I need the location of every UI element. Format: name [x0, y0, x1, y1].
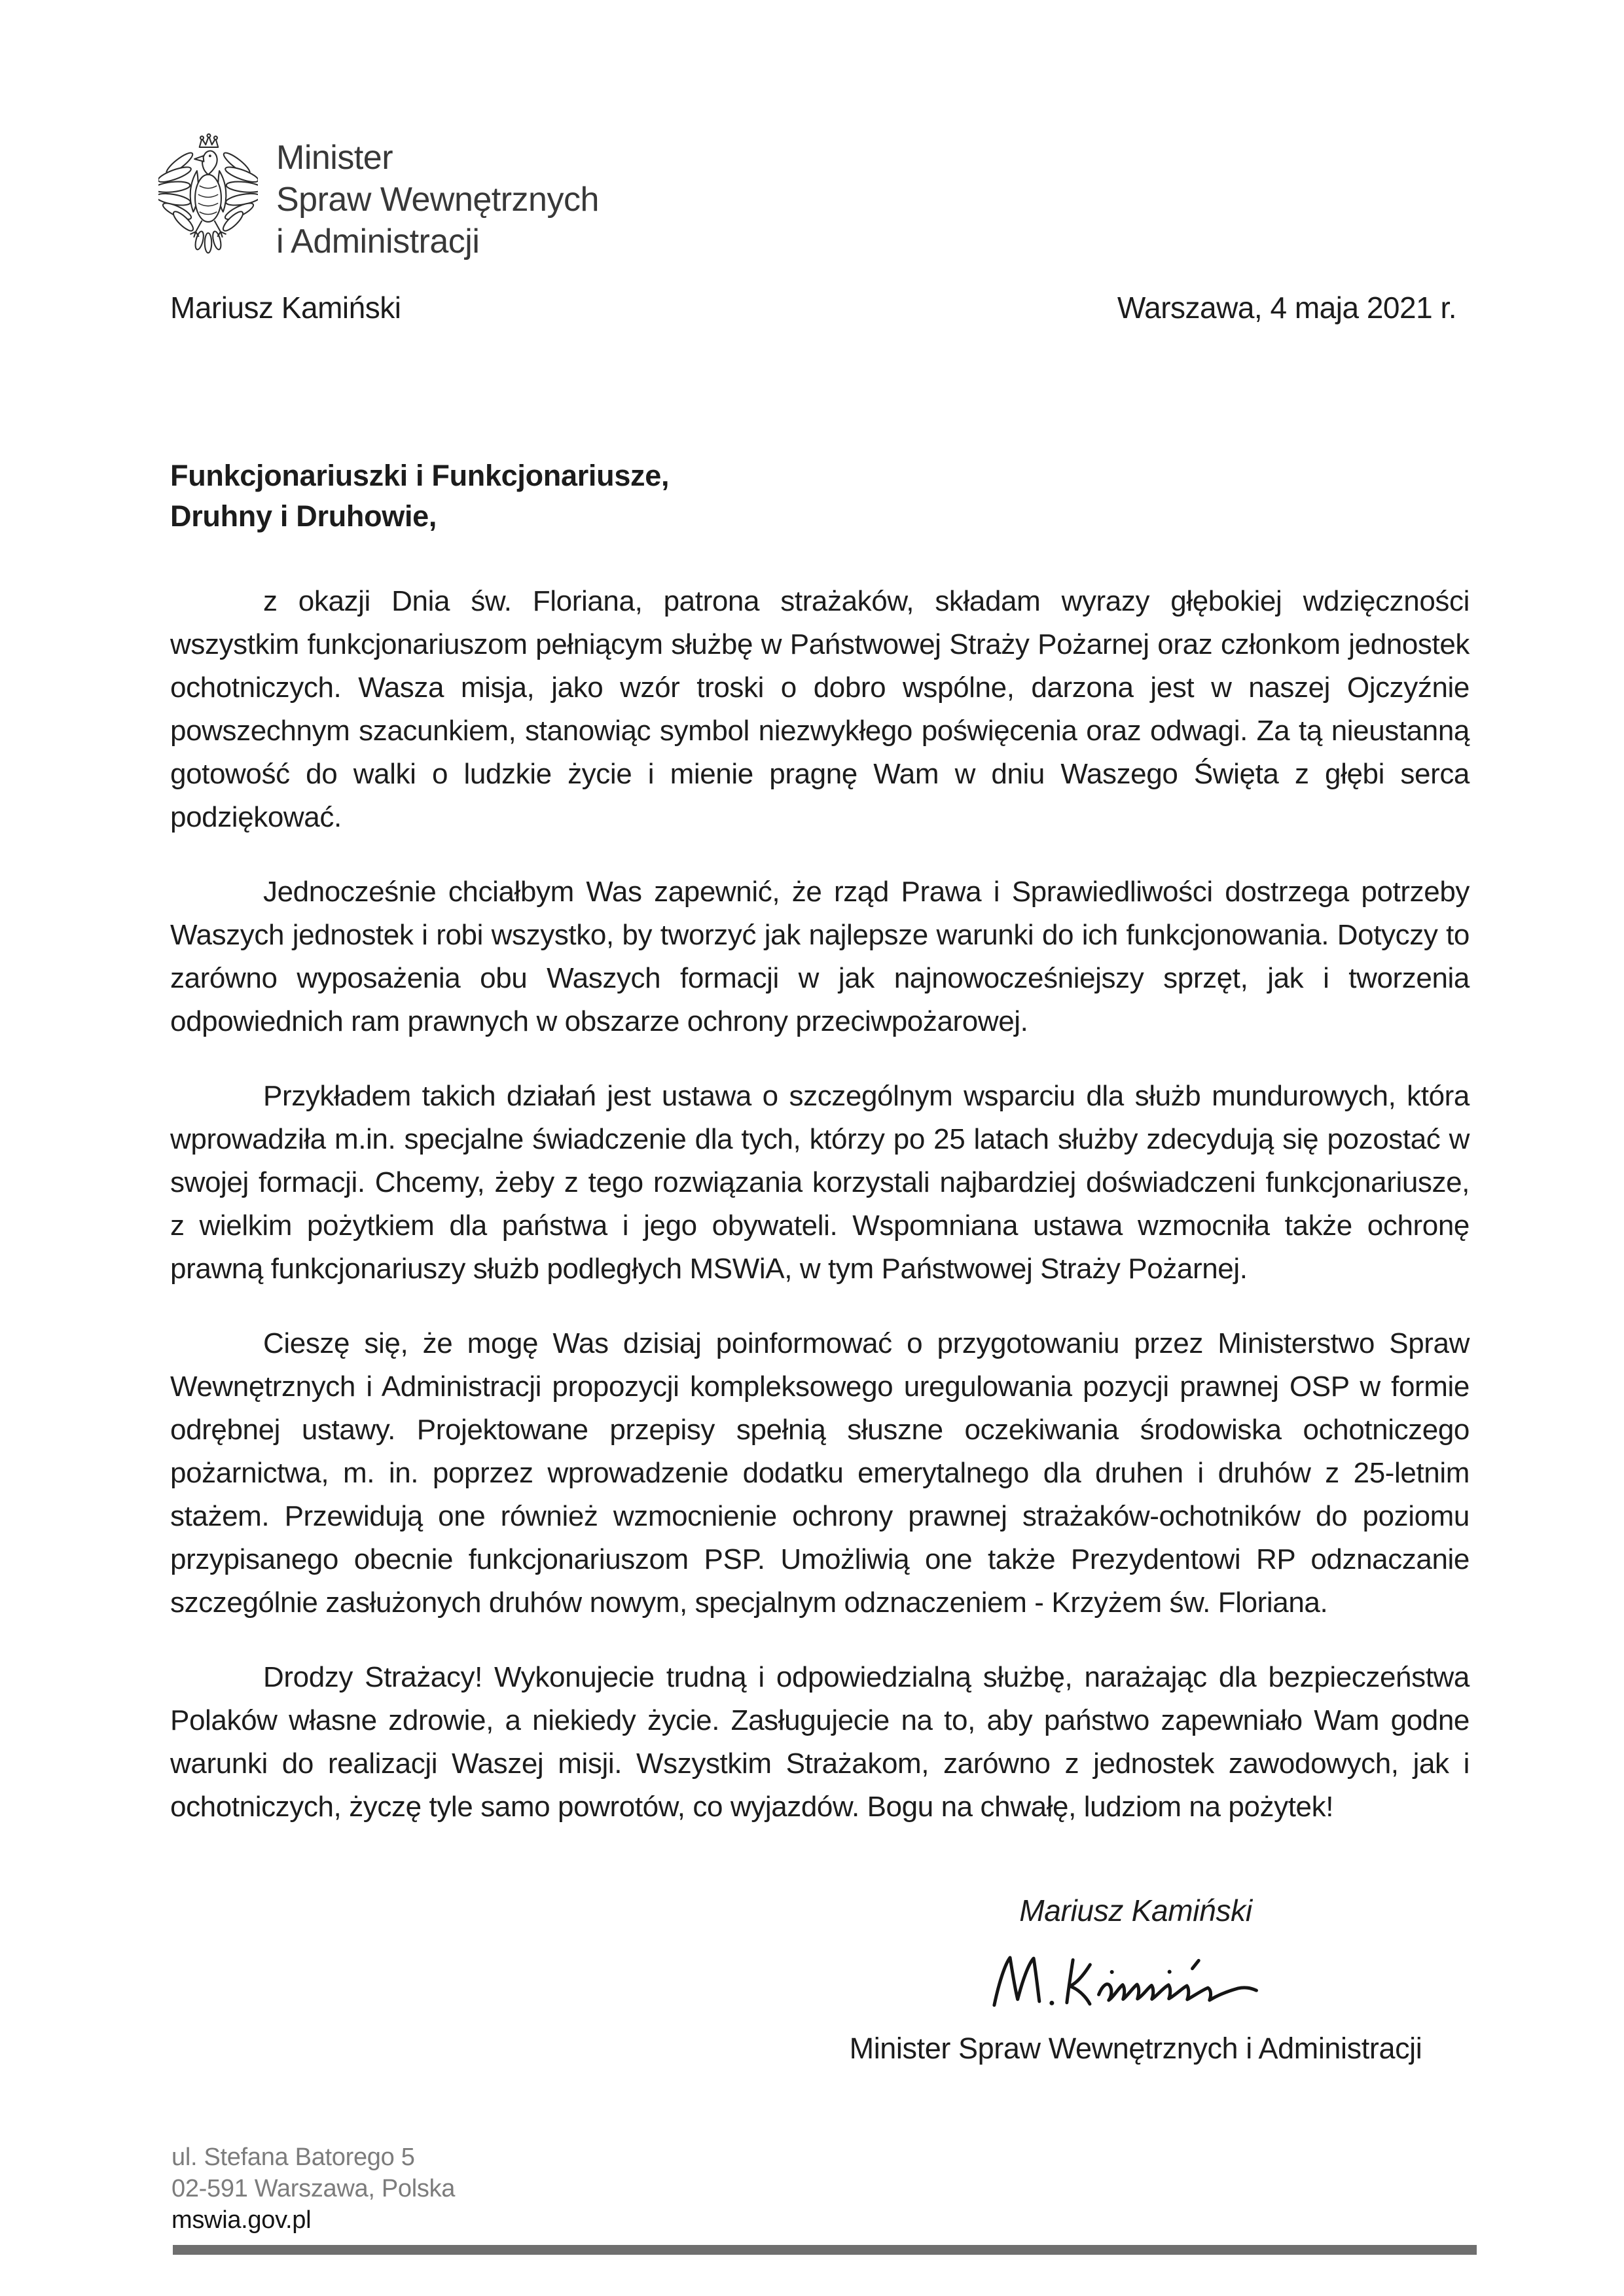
ministry-title-line: Minister	[276, 139, 393, 177]
salutation-line: Funkcjonariuszki i Funkcjonariusze,	[170, 459, 670, 492]
footer	[171, 2142, 455, 2236]
letterhead	[158, 133, 599, 262]
signature-title: Minister Spraw Wewnętrznych i Administracji	[849, 2032, 1422, 2065]
body-paragraph: Przykładem takich działań jest ustawa o szczególnym wsparciu dla służb mundurowych, która wprowadziła m.in. specjalne świadczenie dla tych, którzy po 25 latach służby zdecydują się pozostać w swojej formacji. Chcemy, żeby z tego rozwiązania korzystali najbardziej doświadczeni funkcjonariusze, z wielkim pożytkiem dla państwa i jego obywateli. Wspomniana ustawa wzmocniła także ochronę prawną funkcjonariuszy służb podległych MSWiA, w tym Państwowej Straży Pożarnej.	[170, 1080, 1470, 1285]
bottom-divider-bar	[173, 2245, 1477, 2255]
ministry-title	[276, 133, 599, 262]
name-date-row	[170, 290, 1456, 325]
place-date: Warszawa, 4 maja 2021 r.	[1117, 291, 1456, 325]
footer-website: mswia.gov.pl	[171, 2206, 312, 2234]
polish-eagle-emblem-icon	[158, 133, 258, 259]
signature-name: Mariusz Kamiński	[1019, 1893, 1252, 1928]
signature-block	[821, 1893, 1450, 2066]
body-paragraph: Drodzy Strażacy! Wykonujecie trudną i odpowiedzialną służbę, narażając dla bezpieczeństwa Polaków własne zdrowie, a niekiedy życie. Zasługujecie na to, aby państwo zapewniało Wam godne warunki do realizacji Waszej misji. Wszystkim Strażakom, zarówno z jednostek zawodowych, jak i ochotniczych, życzę tyle samo powrotów, co wyjazdów. Bogu na chwałę, ludziom na pożytek!	[170, 1661, 1470, 1823]
footer-address-line: 02-591 Warszawa, Polska	[171, 2175, 456, 2202]
body-paragraph: z okazji Dnia św. Floriana, patrona strażaków, składam wyrazy głębokiej wdzięczności wszystkim funkcjonariuszom pełniącym służbę w Państwowej Straży Pożarnej oraz członkom jednostek ochotniczych. Wasza misja, jako wzór troski o dobro wspólne, darzona jest w naszej Ojczyźnie powszechnym szacunkiem, stanowiąc symbol niezwykłego poświęcenia oraz odwagi. Za tą nieustanną gotowość do walki o ludzkie życie i mienie pragnę Wam w dniu Waszego Święta z głębi serca podziękować.	[170, 585, 1470, 833]
footer-address-line: ul. Stefana Batorego 5	[171, 2144, 415, 2171]
handwritten-signature	[981, 1935, 1290, 2026]
salutation-line: Druhny i Druhowie,	[170, 499, 437, 533]
ministry-title-line: Spraw Wewnętrznych	[276, 181, 599, 219]
body-paragraph: Jednocześnie chciałbym Was zapewnić, że rząd Prawa i Sprawiedliwości dostrzega potrzeby Waszych jednostek i robi wszystko, by tworzyć jak najlepsze warunki do ich funkcjonowania. Dotyczy to zarówno wyposażenia obu Waszych formacji w jak najnowocześniejszy sprzęt, jak i tworzenia odpowiednich ram prawnych w obszarze ochrony przeciwpożarowej.	[170, 876, 1470, 1037]
letter-body	[170, 456, 1470, 1860]
body-paragraph: Cieszę się, że mogę Was dzisiaj poinformować o przygotowaniu przez Ministerstwo Spraw Wewnętrznych i Administracji propozycji kompleksowego uregulowania pozycji prawnej OSP w formie odrębnej ustawy. Projektowane przepisy spełnią słuszne oczekiwania środowiska ochotniczego pożarnictwa, m. in. poprzez wprowadzenie dodatku emerytalnego dla druhen i druhów z 25-letnim stażem. Przewidują one również wzmocnienie ochrony prawnej strażaków-ochotników do poziomu przypisanego obecnie funkcjonariuszom PSP. Umożliwią one także Prezydentowi RP odznaczanie szczególnie zasłużonych druhów nowym, specjalnym odznaczeniem - Krzyżem św. Floriana.	[170, 1327, 1470, 1619]
minister-name: Mariusz Kamiński	[170, 291, 401, 325]
salutation	[170, 456, 1470, 537]
ministry-title-line: i Administracji	[276, 223, 480, 260]
